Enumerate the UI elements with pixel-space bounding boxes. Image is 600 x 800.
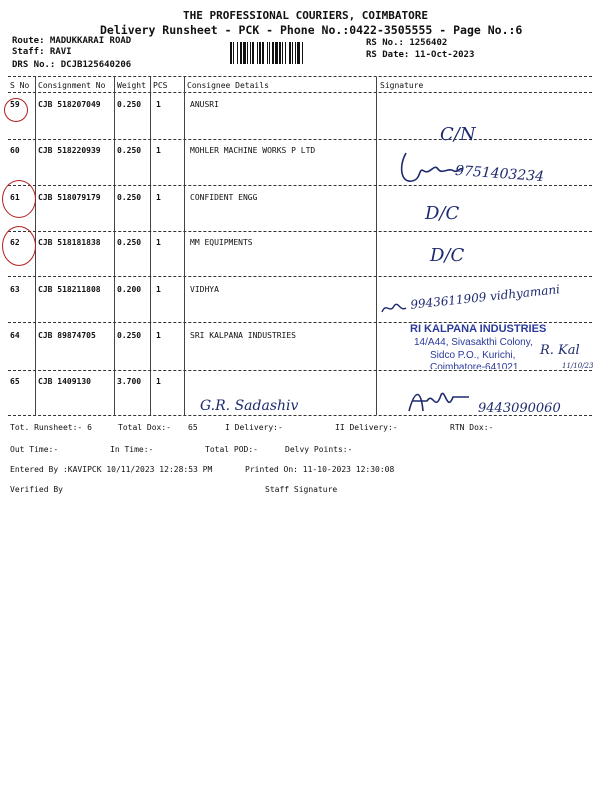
- total-pod-label: Total POD:-: [205, 445, 258, 454]
- row-rule: [8, 276, 592, 277]
- handwritten-name: G.R. Sadashiv: [200, 398, 299, 414]
- row-weight: 0.250: [117, 331, 142, 340]
- col-header-pcs: PCS: [153, 81, 168, 90]
- red-circle-mark: [2, 226, 36, 266]
- row-sno: 61: [10, 193, 20, 202]
- signature-scribble: [405, 385, 475, 417]
- table-header-rule: [8, 92, 592, 93]
- row-sno: 65: [10, 377, 20, 386]
- row-consignee: ANUSRI: [190, 100, 219, 109]
- printed-on: Printed On: 11-10-2023 12:30:08: [245, 465, 395, 474]
- row-rule: [8, 185, 592, 186]
- row-consignee: CONFIDENT ENGG: [190, 193, 258, 202]
- staff-signature-label: Staff Signature: [265, 485, 338, 494]
- signature-scribble: [380, 298, 408, 318]
- col-separator: [184, 77, 185, 415]
- table-top-rule: [8, 76, 592, 77]
- row-consignment: CJB 518211808: [38, 285, 101, 294]
- col-header-weight: Weight: [117, 81, 146, 90]
- company-stamp-address: Coimbatore-641021: [430, 362, 519, 369]
- row-consignment: CJB 518181838: [38, 238, 101, 247]
- row-consignee: MM EQUIPMENTS: [190, 238, 253, 247]
- row-pcs: 1: [156, 331, 161, 340]
- row-rule: [8, 139, 592, 140]
- rs-date: RS Date: 11-Oct-2023: [366, 50, 475, 60]
- company-stamp-address: Sidco P.O., Kurichi,: [430, 350, 516, 361]
- row-pcs: 1: [156, 100, 161, 109]
- handwritten-phone: 9443090060: [478, 401, 561, 416]
- in-time-label: In Time:-: [110, 445, 154, 454]
- row-consignment: CJB 518079179: [38, 193, 101, 202]
- rtn-dox-label: RTN Dox:-: [450, 423, 494, 432]
- row-consignee: VIDHYA: [190, 285, 219, 294]
- runsheet-subtitle: Delivery Runsheet - PCK - Phone No.:0422-3505555 - Page No.:6: [100, 23, 523, 37]
- handwritten-date: 11/10/23: [562, 362, 594, 370]
- row-consignee: SRI KALPANA INDUSTRIES: [190, 331, 296, 340]
- handwritten-signature: R. Kal: [540, 343, 580, 358]
- handwritten-note: D/C: [430, 245, 465, 266]
- col-header-signature: Signature: [380, 81, 424, 90]
- row-consignment: CJB 518207049: [38, 100, 101, 109]
- total-dox-value: 65: [188, 423, 198, 432]
- drs-number: DRS No.: DCJB125640206: [12, 60, 132, 70]
- row-weight: 0.250: [117, 146, 142, 155]
- red-circle-mark: [4, 98, 28, 122]
- row-consignment: CJB 89874705: [38, 331, 96, 340]
- row-pcs: 1: [156, 285, 161, 294]
- entered-by: Entered By :KAVIPCK 10/11/2023 12:28:53 PM: [10, 465, 213, 474]
- company-title: THE PROFESSIONAL COURIERS, COIMBATORE: [183, 9, 429, 22]
- row-rule: [8, 231, 592, 232]
- row-consignee: MOHLER MACHINE WORKS P LTD: [190, 146, 316, 155]
- barcode-image: [230, 42, 356, 64]
- col-separator: [376, 77, 377, 415]
- row-weight: 0.200: [117, 285, 142, 294]
- handwritten-note: D/C: [425, 203, 460, 224]
- row-rule: [8, 370, 592, 371]
- table-bottom-rule: [8, 415, 592, 416]
- col-header-consignee: Consignee Details: [187, 81, 269, 90]
- row-sno: 62: [10, 238, 20, 247]
- row-weight: 0.250: [117, 238, 142, 247]
- row-consignment: CJB 518220939: [38, 146, 101, 155]
- row-consignment: CJB 1409130: [38, 377, 91, 386]
- handwritten-phone-name: 9943611909 vidhyamani: [409, 282, 561, 312]
- signature-scribble: [394, 145, 464, 190]
- tot-runsheet: Tot. Runsheet:- 6: [10, 423, 92, 432]
- row-sno: 59: [10, 100, 20, 109]
- row-pcs: 1: [156, 238, 161, 247]
- row-weight: 3.700: [117, 377, 142, 386]
- col-separator: [114, 77, 115, 415]
- row-pcs: 1: [156, 193, 161, 202]
- col-header-sno: S No: [10, 81, 30, 90]
- row-pcs: 1: [156, 146, 161, 155]
- handwritten-note: C/N: [440, 124, 476, 145]
- verified-by-label: Verified By: [10, 485, 63, 494]
- company-stamp-name: RI KALPANA INDUSTRIES: [410, 323, 547, 335]
- staff-label: Staff: RAVI: [12, 47, 72, 57]
- route-label: Route: MADUKKARAI ROAD: [12, 36, 132, 46]
- row-sno: 64: [10, 331, 20, 340]
- col-separator: [150, 77, 151, 415]
- row-sno: 60: [10, 146, 20, 155]
- row-sno: 63: [10, 285, 20, 294]
- total-dox-label: Total Dox:-: [118, 423, 171, 432]
- ii-delivery-label: II Delivery:-: [335, 423, 398, 432]
- rs-number: RS No.: 1256402: [366, 38, 448, 48]
- delvy-points-label: Delvy Points:-: [285, 445, 353, 454]
- out-time-label: Out Time:-: [10, 445, 59, 454]
- handwritten-phone: 9751403234: [454, 162, 545, 186]
- row-weight: 0.250: [117, 100, 142, 109]
- i-delivery-label: I Delivery:-: [225, 423, 283, 432]
- company-stamp-address: 14/A44, Sivasakthi Colony,: [414, 337, 533, 348]
- col-header-consignment: Consignment No: [38, 81, 106, 90]
- row-weight: 0.250: [117, 193, 142, 202]
- red-circle-mark: [2, 180, 36, 218]
- row-pcs: 1: [156, 377, 161, 386]
